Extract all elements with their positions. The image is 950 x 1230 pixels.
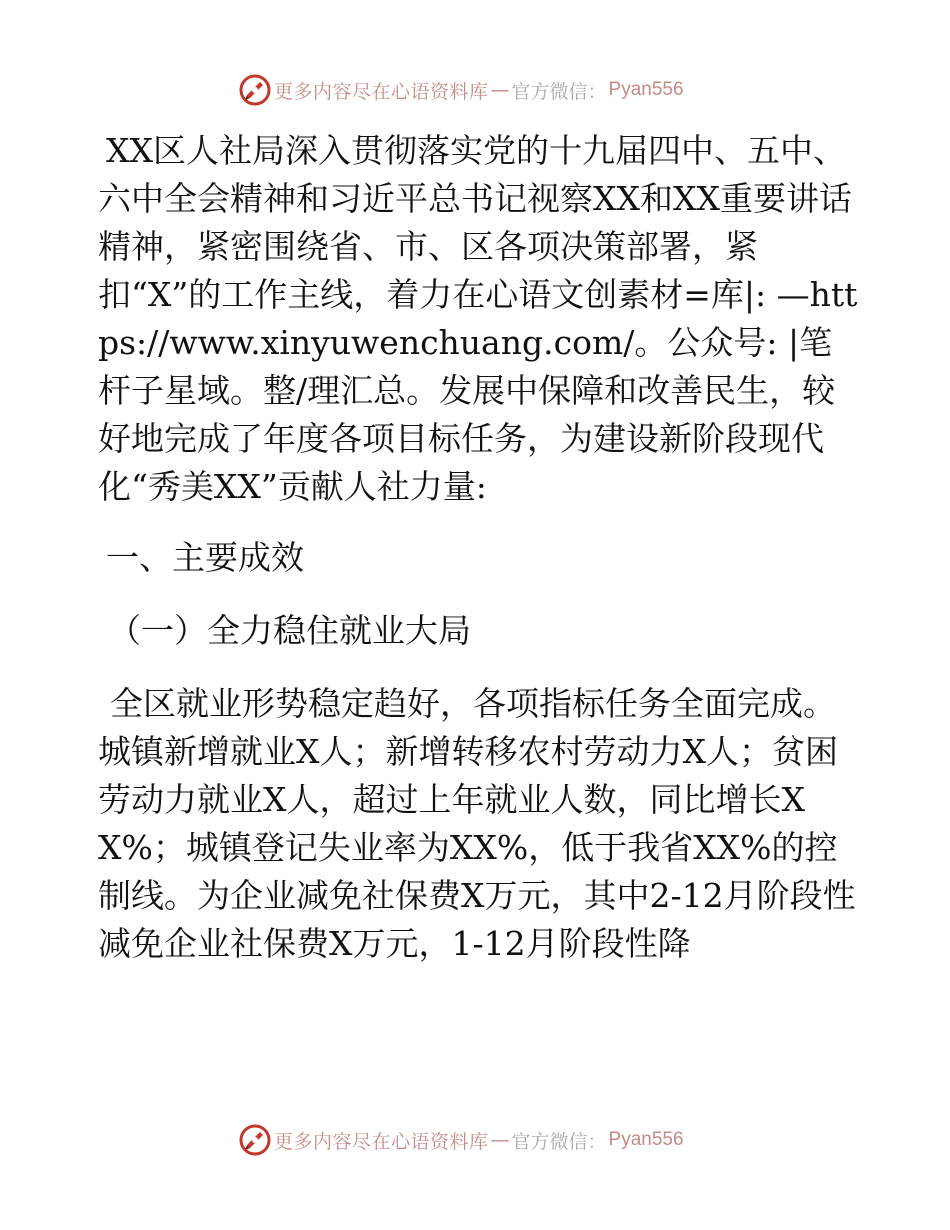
subsection-heading: （一）全力稳住就业大局 bbox=[108, 611, 471, 650]
wechat-label: 官方微信： bbox=[511, 1130, 607, 1153]
banner-text: 更多内容尽在心语资料库 bbox=[274, 1130, 489, 1153]
header-banner bbox=[238, 72, 684, 108]
wechat-id: Pyan556 bbox=[608, 1129, 684, 1150]
footer-banner bbox=[238, 1122, 684, 1158]
intro-paragraph: XX区人社局深入贯彻落实党的十九届四中、五中、六中全会精神和习近平总书记视察XX和XX重要讲话精神，紧密围绕省、市、区各项决策部署，紧扣“X”的工作主线，着力在心语文创素材=库|: —https://www.xinyuwenchuang.com/。公众号: |笔杆子星域。整/理汇总。发展中保障和改善民生，较好地完成了年度各项目标任务，为建设新阶段现代化“秀美XX”贡献人社力量: bbox=[98, 131, 858, 506]
logo-icon bbox=[238, 1123, 272, 1157]
logo-icon bbox=[238, 73, 272, 107]
wechat-label: 官方微信： bbox=[511, 80, 607, 103]
banner-dash: — bbox=[490, 79, 510, 101]
wechat-id: Pyan556 bbox=[608, 79, 684, 100]
banner-dash: — bbox=[490, 1129, 510, 1151]
employment-paragraph: 全区就业形势稳定趋好，各项指标任务全面完成。城镇新增就业X人；新增转移农村劳动力X人；贫困劳动力就业X人，超过上年就业人数，同比增长XX%；城镇登记失业率为XX%，低于我省XX%的控制线。为企业减免社保费X万元，其中2-12月阶段性减免企业社保费X万元，1-12月阶段性降 bbox=[98, 684, 856, 963]
section-heading: 一、主要成效 bbox=[106, 538, 304, 577]
document-body bbox=[98, 127, 858, 968]
banner-text: 更多内容尽在心语资料库 bbox=[274, 80, 489, 103]
